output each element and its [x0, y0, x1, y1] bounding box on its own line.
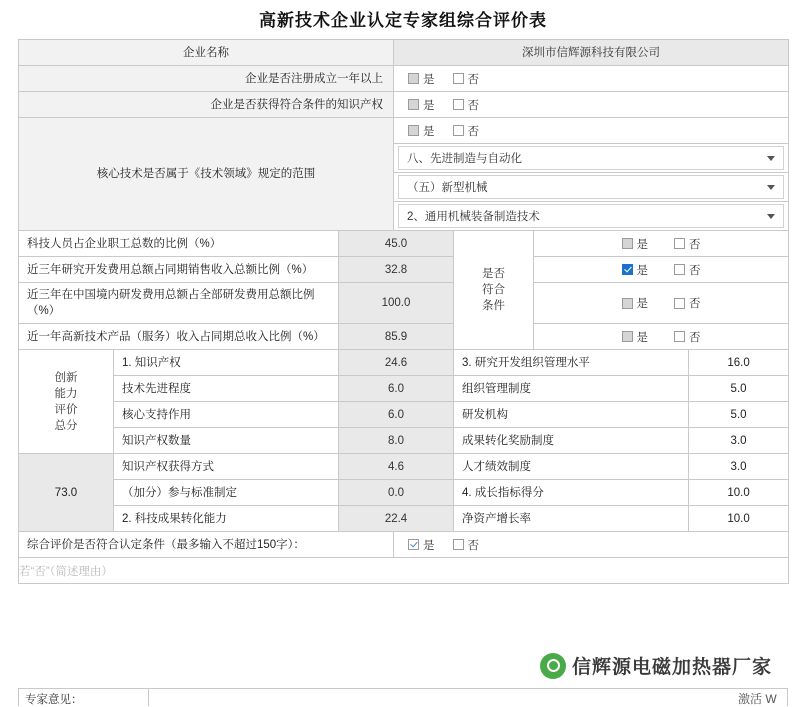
- ratio-yes-option[interactable]: [622, 295, 649, 311]
- innovation-right-value-cell: [689, 506, 789, 532]
- innovation-right-value-cell: [689, 454, 789, 480]
- registered-label-cell: [19, 66, 394, 92]
- innovation-left-label-cell: [114, 506, 339, 532]
- innovation-right-label-cell: [454, 428, 689, 454]
- innovation-left-label-cell: [114, 376, 339, 402]
- option-label: 是: [423, 99, 435, 112]
- innovation-left-label: 核心支持作用: [122, 408, 191, 421]
- ratio-value-cell: [339, 257, 454, 283]
- registered-label: 企业是否注册成立一年以上: [245, 72, 384, 85]
- ratio-checkbox-group: [534, 295, 788, 311]
- table-row: [19, 506, 789, 532]
- tech-subfield-select-cell: [394, 173, 789, 202]
- option-label: 否: [689, 298, 701, 310]
- ratio-label-cell: [19, 231, 339, 257]
- ratio-no-option[interactable]: [674, 236, 701, 252]
- company-name-value: 深圳市信辉源科技有限公司: [522, 46, 661, 59]
- registered-checkbox-group: [394, 71, 788, 87]
- innovation-left-label: （加分）参与标准制定: [122, 486, 237, 499]
- checkbox-icon[interactable]: [453, 125, 464, 136]
- innovation-title-cell: [19, 350, 114, 454]
- tech-field-select-cell: [394, 144, 789, 173]
- ratio-label-cell: [19, 283, 339, 324]
- ip-label-cell: [19, 92, 394, 118]
- checkbox-icon[interactable]: [674, 264, 685, 275]
- checkbox-icon[interactable]: [453, 539, 464, 550]
- innovation-total-cell: [19, 454, 114, 532]
- company-name-label-cell: [19, 40, 394, 66]
- condition-label: 是否 符合 条件: [482, 268, 506, 312]
- innovation-right-label-cell: [454, 480, 689, 506]
- table-row: [19, 428, 789, 454]
- core-tech-no-option[interactable]: [453, 123, 480, 139]
- innovation-left-value: 6.0: [388, 408, 405, 421]
- table-row: [19, 40, 789, 66]
- innovation-left-label-cell: [114, 402, 339, 428]
- ratio-value-cell: [339, 283, 454, 324]
- table-row: [19, 324, 789, 350]
- innovation-right-value: 5.0: [730, 408, 747, 421]
- ratio-choice-cell: [534, 283, 789, 324]
- innovation-right-label: 人才绩效制度: [462, 460, 532, 473]
- checkbox-icon[interactable]: [408, 73, 419, 84]
- innovation-total-value: 73.0: [54, 486, 78, 499]
- company-name-label: 企业名称: [183, 46, 230, 59]
- ip-choice-cell: [394, 92, 789, 118]
- core-tech-label-cell: [19, 118, 394, 231]
- table-row: [19, 283, 789, 324]
- option-label: 是: [636, 238, 649, 251]
- innovation-left-value: 22.4: [384, 512, 408, 525]
- table-row: [19, 532, 789, 558]
- ratio-value: 32.8: [384, 263, 408, 276]
- ratio-label: 近一年高新技术产品（服务）收入占同期总收入比例（%）: [27, 330, 325, 343]
- innovation-right-value: 5.0: [730, 382, 747, 395]
- option-label: 是: [636, 331, 649, 344]
- watermark-text: 信辉源电磁加热器厂家: [572, 656, 773, 678]
- innovation-right-value: 3.0: [730, 434, 747, 447]
- table-row: [19, 480, 789, 506]
- innovation-left-label: 知识产权数量: [122, 434, 191, 447]
- innovation-right-label: 3. 研究开发组织管理水平: [462, 356, 590, 369]
- table-row: [19, 92, 789, 118]
- conclusion-yes-option[interactable]: [408, 537, 435, 553]
- innovation-left-value: 0.0: [388, 486, 405, 499]
- page-title: 高新技术企业认定专家组综合评价表: [259, 11, 547, 30]
- ratio-yes-option[interactable]: [622, 329, 649, 345]
- watermark-logo: [540, 652, 772, 679]
- innovation-left-value-cell: [339, 480, 454, 506]
- table-row: [19, 454, 789, 480]
- conclusion-choice-cell: [394, 532, 789, 558]
- innovation-right-value-cell: [689, 350, 789, 376]
- innovation-left-value: 24.6: [384, 356, 408, 369]
- checkbox-icon[interactable]: [674, 331, 685, 342]
- checkbox-icon[interactable]: [408, 125, 419, 136]
- innovation-left-value: 4.6: [388, 460, 405, 473]
- ratio-value-cell: [339, 231, 454, 257]
- innovation-right-label-cell: [454, 402, 689, 428]
- conclusion-no-option[interactable]: [453, 537, 480, 553]
- innovation-left-value-cell: [339, 376, 454, 402]
- option-label: 是: [423, 539, 435, 552]
- ratio-value: 100.0: [381, 297, 411, 309]
- option-label: 是: [423, 73, 435, 86]
- table-row: [19, 376, 789, 402]
- checkbox-icon[interactable]: [408, 539, 419, 550]
- ratio-label: 近三年在中国境内研发费用总额占全部研发费用总额比例（%）: [27, 289, 315, 317]
- company-name-value-cell: [394, 40, 789, 66]
- innovation-right-value: 10.0: [727, 512, 750, 525]
- innovation-left-value-cell: [339, 428, 454, 454]
- select-value: （五）新型机械: [407, 182, 488, 194]
- ratio-label-cell: [19, 324, 339, 350]
- checkbox-icon[interactable]: [674, 298, 685, 309]
- reason-textarea-cell[interactable]: [19, 558, 789, 584]
- option-label: 否: [467, 125, 480, 138]
- innovation-right-value-cell: [689, 428, 789, 454]
- ip-yes-option[interactable]: [408, 97, 435, 113]
- option-label: 否: [467, 99, 480, 112]
- tech-field-select[interactable]: [398, 146, 784, 170]
- checkbox-icon[interactable]: [622, 298, 633, 309]
- option-label: 否: [689, 331, 701, 344]
- expert-opinion-label: 专家意见：: [19, 689, 149, 706]
- innovation-left-label: 1. 知识产权: [122, 356, 181, 369]
- option-label: 否: [467, 539, 480, 552]
- ratio-value: 85.9: [384, 330, 408, 343]
- innovation-right-label-cell: [454, 376, 689, 402]
- ip-checkbox-group: [394, 97, 788, 113]
- table-row: [19, 257, 789, 283]
- tech-detail-select-cell: [394, 202, 789, 231]
- innovation-right-value-cell: [689, 402, 789, 428]
- wechat-circle-icon: [540, 653, 566, 679]
- condition-label-cell: [454, 231, 534, 350]
- innovation-left-value: 6.0: [388, 382, 405, 395]
- ratio-checkbox-group: [534, 262, 788, 278]
- core-tech-yes-option[interactable]: [408, 123, 435, 139]
- registered-yes-option[interactable]: [408, 71, 435, 87]
- select-value: 八、先进制造与自动化: [407, 153, 523, 165]
- innovation-left-label: 技术先进程度: [122, 382, 191, 395]
- innovation-left-label-cell: [114, 428, 339, 454]
- ratio-no-option[interactable]: [674, 329, 701, 345]
- innovation-left-label: 知识产权获得方式: [122, 460, 214, 473]
- option-label: 否: [467, 73, 480, 86]
- checkbox-icon[interactable]: [622, 331, 633, 342]
- innovation-left-value-cell: [339, 454, 454, 480]
- expert-opinion-strip: [18, 688, 788, 706]
- ratio-label: 近三年研究开发费用总额占同期销售收入总额比例（%）: [27, 263, 314, 276]
- option-label: 是: [636, 264, 649, 277]
- table-row: [19, 66, 789, 92]
- ratio-value: 45.0: [384, 237, 408, 250]
- evaluation-form: [18, 39, 789, 584]
- innovation-title: 创新 能力 评价 总分: [54, 371, 78, 432]
- innovation-right-label: 组织管理制度: [462, 382, 532, 395]
- reason-placeholder: 若“否”（简述理由）: [19, 565, 113, 578]
- ratio-choice-cell: [534, 324, 789, 350]
- innovation-left-label-cell: [114, 350, 339, 376]
- select-value: 2、通用机械装备制造技术: [407, 211, 540, 223]
- ratio-choice-cell: [534, 231, 789, 257]
- option-label: 否: [689, 238, 701, 251]
- table-row: [19, 118, 789, 144]
- core-tech-choice-cell: [394, 118, 789, 144]
- checkbox-icon[interactable]: [622, 238, 633, 249]
- chevron-down-icon[interactable]: [767, 156, 775, 161]
- innovation-right-value-cell: [689, 376, 789, 402]
- innovation-left-value-cell: [339, 350, 454, 376]
- innovation-right-label-cell: [454, 454, 689, 480]
- conclusion-label-cell: [19, 532, 394, 558]
- ip-no-option[interactable]: [453, 97, 480, 113]
- chevron-down-icon[interactable]: [767, 185, 775, 190]
- innovation-right-label-cell: [454, 350, 689, 376]
- conclusion-checkbox-group: [394, 537, 788, 553]
- table-row: [19, 402, 789, 428]
- option-label: 是: [636, 298, 649, 310]
- table-row: [19, 558, 789, 584]
- option-label: 否: [689, 264, 701, 277]
- ratio-label: 科技人员占企业职工总数的比例（%）: [27, 237, 222, 250]
- innovation-right-label-cell: [454, 506, 689, 532]
- innovation-right-value: 3.0: [730, 460, 747, 473]
- table-row: [19, 231, 789, 257]
- activation-notice: 激活 W: [738, 692, 777, 706]
- checkbox-icon[interactable]: [674, 238, 685, 249]
- ratio-checkbox-group: [534, 329, 788, 345]
- ratio-checkbox-group: [534, 236, 788, 252]
- checkbox-icon[interactable]: [453, 99, 464, 110]
- ip-label: 企业是否获得符合条件的知识产权: [210, 98, 384, 111]
- checkbox-icon[interactable]: [622, 264, 633, 275]
- ratio-value-cell: [339, 324, 454, 350]
- ratio-no-option[interactable]: [674, 262, 701, 278]
- chevron-down-icon[interactable]: [767, 214, 775, 219]
- ratio-label-cell: [19, 257, 339, 283]
- core-tech-checkbox-group: [394, 123, 788, 139]
- tech-subfield-select[interactable]: [398, 175, 784, 199]
- innovation-right-value: 16.0: [727, 356, 750, 369]
- table-row: [19, 350, 789, 376]
- innovation-left-label-cell: [114, 454, 339, 480]
- ratio-no-option[interactable]: [674, 295, 701, 311]
- innovation-right-label: 净资产增长率: [462, 512, 532, 525]
- innovation-left-value-cell: [339, 402, 454, 428]
- innovation-right-value: 10.0: [727, 486, 750, 499]
- checkbox-icon[interactable]: [408, 99, 419, 110]
- innovation-right-label: 研发机构: [462, 408, 509, 421]
- innovation-left-label: 2. 科技成果转化能力: [122, 512, 227, 525]
- ratio-yes-option[interactable]: [622, 262, 649, 278]
- innovation-left-value: 8.0: [388, 434, 405, 447]
- registered-no-option[interactable]: [453, 71, 480, 87]
- ratio-yes-option[interactable]: [622, 236, 649, 252]
- core-tech-label: 核心技术是否属于《技术领域》规定的范围: [96, 168, 316, 180]
- innovation-left-label-cell: [114, 480, 339, 506]
- ratio-choice-cell: [534, 257, 789, 283]
- conclusion-label: 综合评价是否符合认定条件（最多输入不超过150字）：: [27, 538, 305, 551]
- tech-detail-select[interactable]: [398, 204, 784, 228]
- innovation-right-label: 4. 成长指标得分: [462, 486, 544, 499]
- option-label: 是: [423, 125, 435, 138]
- checkbox-icon[interactable]: [453, 73, 464, 84]
- registered-choice-cell: [394, 66, 789, 92]
- innovation-right-label: 成果转化奖励制度: [462, 434, 555, 447]
- innovation-left-value-cell: [339, 506, 454, 532]
- innovation-right-value-cell: [689, 480, 789, 506]
